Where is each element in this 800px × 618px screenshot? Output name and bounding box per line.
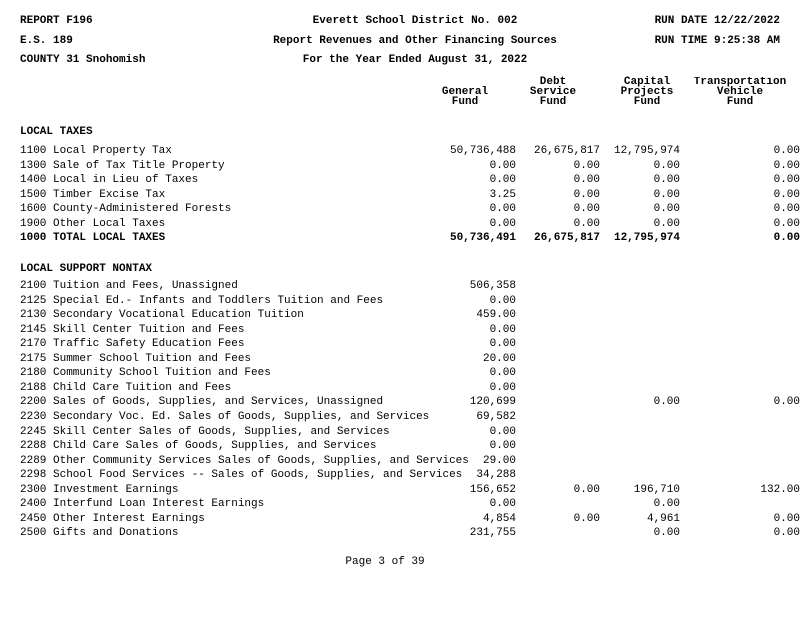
cell-v3: 196,710	[633, 483, 680, 496]
row-label: 2300 Investment Earnings	[20, 483, 179, 496]
cell-v3: 12,795,974	[613, 232, 680, 244]
cell-v1: 0.00	[489, 294, 516, 307]
cell-v1: 0.00	[489, 338, 516, 351]
row-label: 2245 Skill Center Sales of Goods, Supplies, and Services	[20, 425, 390, 438]
cell-v2: 0.00	[573, 203, 600, 216]
cell-v4: 0.00	[773, 159, 800, 172]
column-general-fund: General Fund	[441, 86, 489, 108]
table-row	[20, 497, 780, 511]
cell-v4: 0.00	[773, 232, 800, 244]
cell-v3: 0.00	[653, 188, 680, 201]
table-row	[20, 323, 780, 337]
cell-v3: 0.00	[653, 203, 680, 216]
table-row	[20, 425, 780, 439]
row-label: 1900 Other Local Taxes	[20, 218, 166, 230]
cell-v3: 12,795,974	[613, 145, 680, 157]
column-transportation-vehicle-fund: Transportation Vehicle Fund	[693, 77, 787, 107]
cell-v1: 50,736,491	[449, 232, 516, 244]
report-id: REPORT F196	[20, 15, 93, 27]
column-capital-projects-fund: Capital Projects Fund	[620, 76, 674, 108]
total-row	[20, 231, 800, 245]
row-label: 2180 Community School Tuition and Fees	[20, 367, 271, 380]
column-debt-service-fund: Debt Service Fund	[529, 76, 577, 108]
cell-v4: 132.00	[760, 483, 800, 496]
row-label: 1500 Timber Excise Tax	[20, 188, 166, 201]
cell-v2: 0.00	[573, 512, 600, 525]
cell-v3: 0.00	[653, 396, 680, 409]
county-name: COUNTY 31 Snohomish	[20, 54, 146, 66]
cell-v1: 0.00	[489, 159, 516, 172]
cell-v1: 0.00	[489, 218, 516, 230]
row-label: 2298 School Food Services -- Sales of Goods, Supplies, and Services	[20, 469, 463, 482]
row-label: 1100 Local Property Tax	[20, 145, 172, 157]
cell-v2: 26,675,817	[533, 145, 600, 157]
cell-v4: 0.00	[773, 188, 800, 201]
cell-v1: 29.00	[482, 454, 516, 467]
row-label: 2200 Sales of Goods, Supplies, and Services, Unassigned	[20, 396, 384, 409]
cell-v1: 459.00	[476, 309, 516, 322]
cell-v4: 0.00	[773, 527, 800, 540]
row-label: 2500 Gifts and Donations	[20, 527, 179, 540]
run-date: RUN DATE 12/22/2022	[654, 15, 780, 27]
cell-v1: 0.00	[489, 174, 516, 187]
cell-v1: 0.00	[489, 381, 516, 394]
row-label: 2175 Summer School Tuition and Fees	[20, 352, 252, 365]
cell-v3: 0.00	[653, 527, 680, 540]
table-row	[20, 308, 780, 322]
table-row	[20, 526, 800, 540]
table-row	[20, 468, 780, 482]
cell-v4: 0.00	[773, 203, 800, 216]
row-label: 2145 Skill Center Tuition and Fees	[20, 323, 245, 336]
row-label: 2450 Other Interest Earnings	[20, 512, 205, 525]
section-title-local-taxes: LOCAL TAXES	[20, 126, 93, 138]
cell-v2: 0.00	[573, 159, 600, 172]
cell-v1: 0.00	[489, 425, 516, 438]
cell-v1: 0.00	[489, 323, 516, 336]
row-label: 2289 Other Community Services Sales of Goods, Supplies, and Services	[20, 454, 469, 467]
row-label: 2170 Traffic Safety Education Fees	[20, 338, 245, 351]
table-row	[20, 294, 780, 308]
cell-v2: 0.00	[573, 218, 600, 230]
cell-v1: 506,358	[469, 280, 516, 292]
cell-v3: 0.00	[653, 159, 680, 172]
run-time: RUN TIME 9:25:38 AM	[654, 35, 780, 47]
cell-v1: 69,582	[476, 410, 516, 423]
cell-v3: 0.00	[653, 174, 680, 187]
cell-v1: 0.00	[489, 440, 516, 453]
cell-v3: 4,961	[646, 512, 680, 525]
table-row	[20, 217, 800, 231]
table-row	[20, 439, 780, 453]
row-label: 1600 County-Administered Forests	[20, 203, 232, 216]
cell-v1: 0.00	[489, 367, 516, 380]
report-period: For the Year Ended August 31, 2022	[302, 54, 528, 66]
cell-v1: 20.00	[482, 352, 516, 365]
section-title-local-support-nontax: LOCAL SUPPORT NONTAX	[20, 263, 153, 275]
es-number: E.S. 189	[20, 35, 73, 47]
table-row	[20, 483, 800, 497]
cell-v3: 0.00	[653, 498, 680, 511]
row-label: 1300 Sale of Tax Title Property	[20, 159, 225, 172]
table-row	[20, 381, 780, 395]
table-row	[20, 337, 780, 351]
row-label: 2130 Secondary Vocational Education Tuition	[20, 309, 304, 322]
row-label: 2400 Interfund Loan Interest Earnings	[20, 498, 265, 511]
table-row	[20, 512, 800, 526]
table-row	[20, 352, 780, 366]
cell-v4: 0.00	[773, 512, 800, 525]
table-row	[20, 279, 780, 293]
cell-v1: 0.00	[489, 203, 516, 216]
row-label: 2100 Tuition and Fees, Unassigned	[20, 280, 238, 292]
row-label: 1000 TOTAL LOCAL TAXES	[20, 232, 166, 244]
cell-v1: 34,288	[476, 469, 516, 482]
cell-v4: 0.00	[773, 145, 800, 157]
cell-v4: 0.00	[773, 174, 800, 187]
table-row	[20, 159, 800, 173]
row-label: 2188 Child Care Tuition and Fees	[20, 381, 232, 394]
page-number: Page 3 of 39	[345, 556, 425, 568]
cell-v2: 0.00	[573, 174, 600, 187]
cell-v1: 4,854	[482, 512, 516, 525]
cell-v2: 0.00	[573, 188, 600, 201]
cell-v2: 0.00	[573, 483, 600, 496]
table-row	[20, 366, 780, 380]
table-row	[20, 144, 800, 158]
cell-v3: 0.00	[653, 218, 680, 230]
row-label: 2230 Secondary Voc. Ed. Sales of Goods, Supplies, and Services	[20, 410, 430, 423]
cell-v1: 3.25	[489, 188, 516, 201]
cell-v1: 231,755	[469, 527, 516, 540]
cell-v1: 156,652	[469, 483, 516, 496]
district-name: Everett School District No. 002	[312, 15, 518, 27]
cell-v1: 50,736,488	[449, 145, 516, 157]
cell-v4: 0.00	[773, 218, 800, 230]
cell-v1: 0.00	[489, 498, 516, 511]
table-row	[20, 410, 780, 424]
table-row	[20, 202, 800, 216]
table-row	[20, 454, 780, 468]
row-label: 1400 Local in Lieu of Taxes	[20, 174, 199, 187]
cell-v4: 0.00	[773, 396, 800, 409]
table-row	[20, 173, 800, 187]
table-row	[20, 188, 800, 202]
row-label: 2125 Special Ed.- Infants and Toddlers Tuition and Fees	[20, 294, 384, 307]
row-label: 2288 Child Care Sales of Goods, Supplies, and Services	[20, 440, 377, 453]
cell-v2: 26,675,817	[533, 232, 600, 244]
report-title: Report Revenues and Other Financing Sources	[273, 35, 557, 47]
table-row	[20, 395, 800, 409]
cell-v1: 120,699	[469, 396, 516, 409]
